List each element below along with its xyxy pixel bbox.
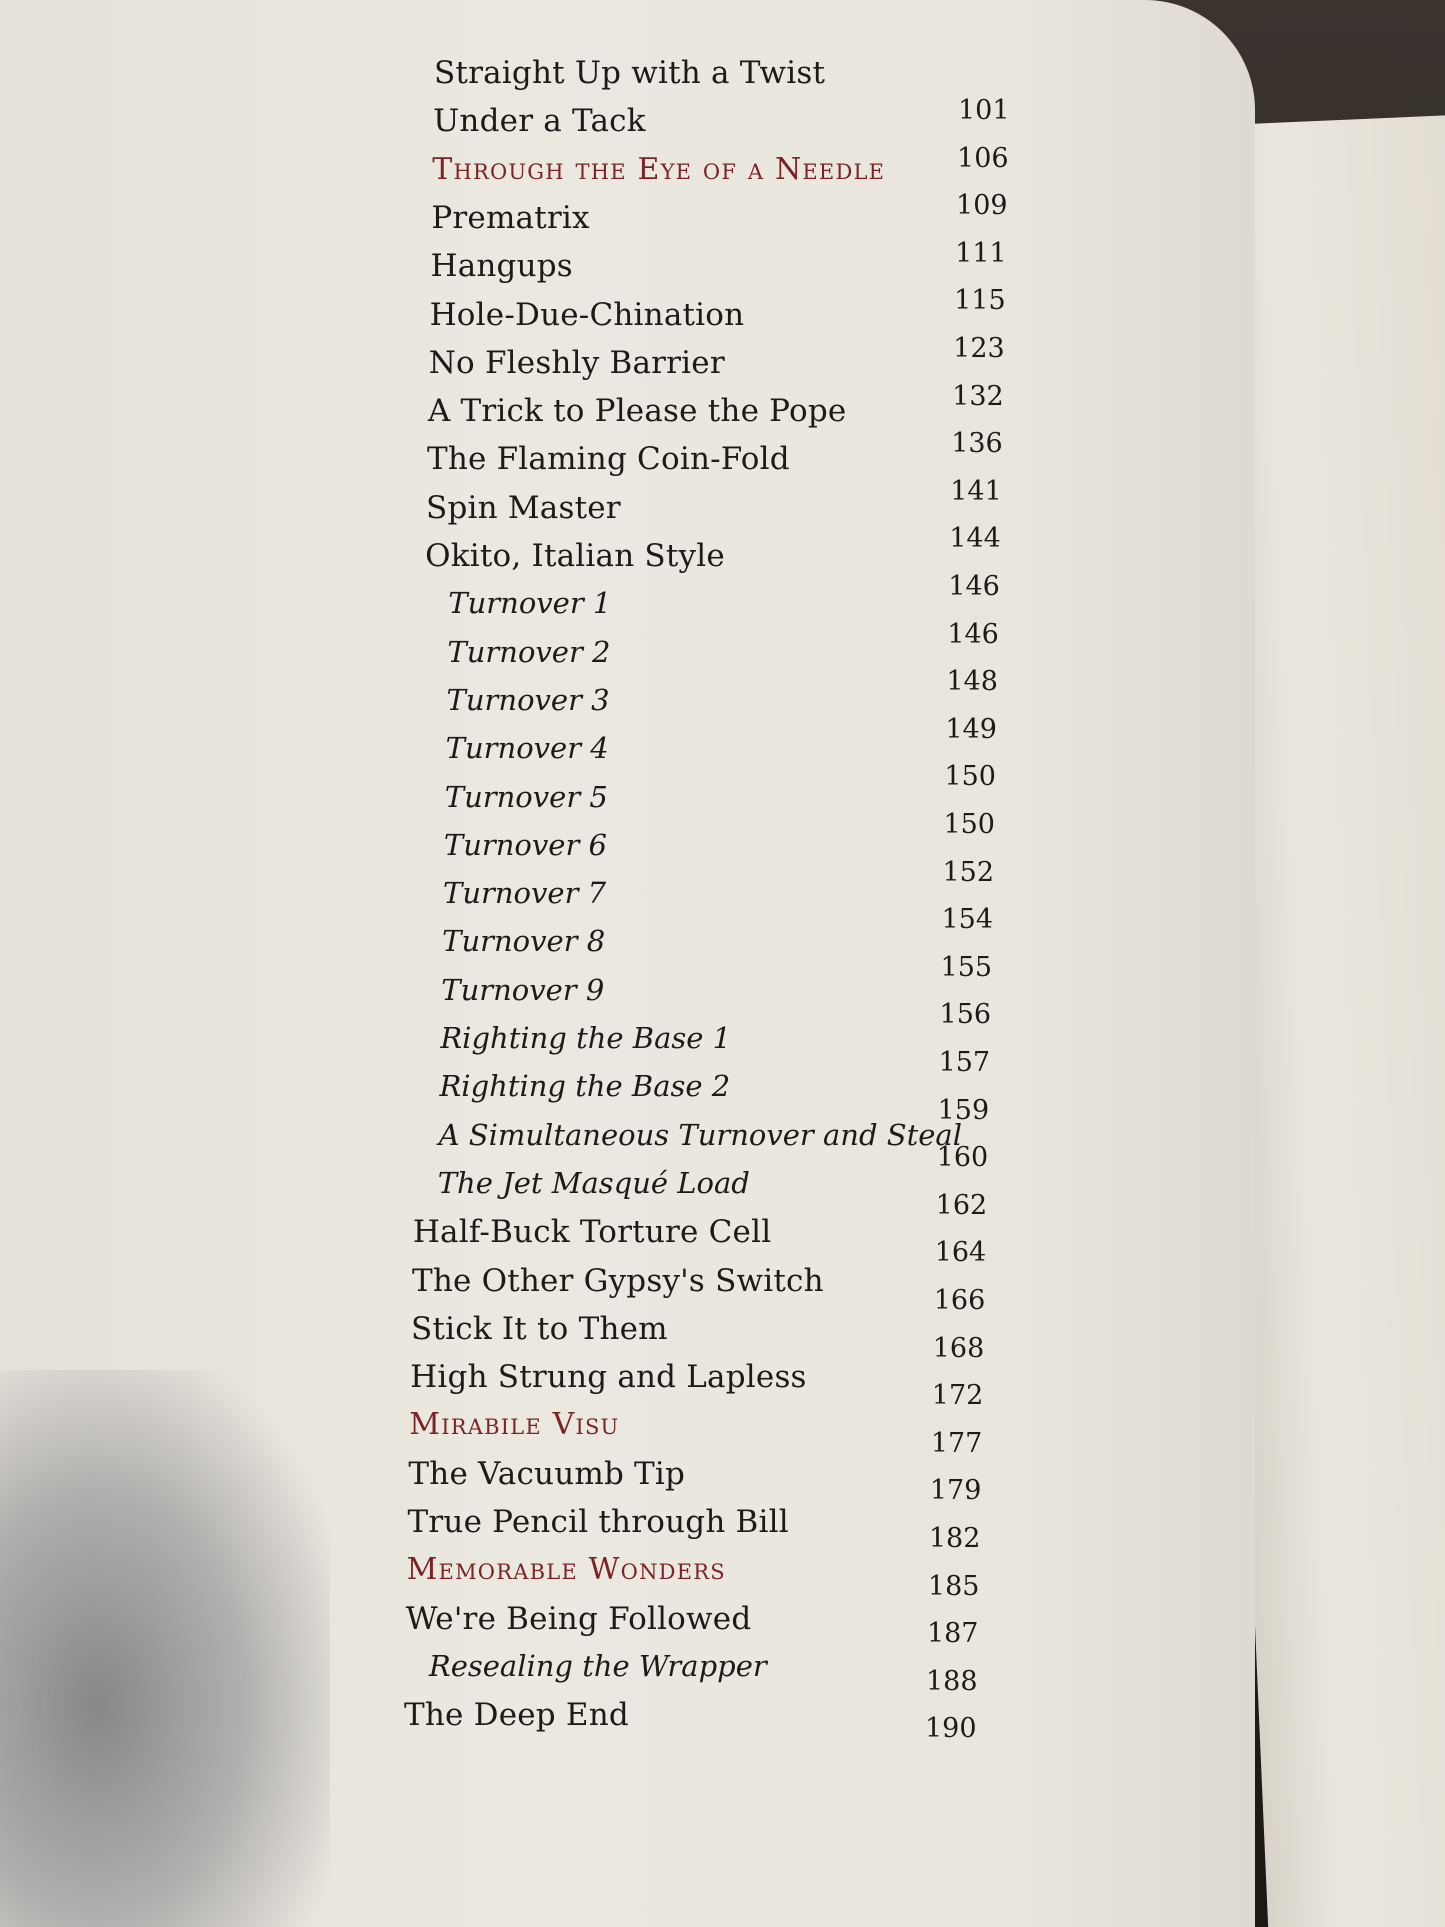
toc-entry-title: We're Being Followed: [405, 1600, 752, 1637]
toc-subentry-title: Righting the Base 2: [439, 1069, 731, 1104]
toc-page-number: 149: [945, 713, 997, 745]
toc-subentry-title: Turnover 7: [443, 876, 607, 911]
toc-page-number: 150: [943, 809, 995, 840]
toc-page-number: 168: [932, 1332, 985, 1364]
toc-page-number: 154: [941, 904, 994, 936]
toc-page-number: 172: [931, 1380, 984, 1412]
toc-entry-title: Stick It to Them: [411, 1310, 668, 1347]
toc-page-number: 111: [955, 237, 1007, 269]
toc-subentry-title: A Simultaneous Turnover and Steal: [438, 1117, 962, 1152]
toc-page-number: 150: [944, 761, 996, 793]
toc-page-number: 166: [933, 1285, 986, 1316]
toc-entry-title: A Trick to Please the Pope: [427, 393, 847, 430]
toc-page-number: 159: [937, 1094, 990, 1126]
toc-entry-title: The Vacuumb Tip: [408, 1455, 686, 1492]
toc-page-number: 164: [934, 1237, 987, 1269]
toc-entry-title: The Flaming Coin-Fold: [426, 441, 790, 478]
toc-page-number: 182: [928, 1523, 981, 1554]
toc-subentry-title: Resealing the Wrapper: [428, 1648, 767, 1683]
toc-subentry-title: Turnover 2: [447, 634, 611, 669]
toc-page-number: 185: [927, 1570, 980, 1602]
toc-page-number: 101: [958, 95, 1010, 126]
toc-entry-title: Hangups: [430, 248, 573, 285]
toc-page-number: 115: [954, 285, 1006, 317]
toc-subentry-title: Turnover 5: [444, 779, 608, 814]
toc-page-number: 106: [957, 142, 1009, 174]
toc-entry-title: Okito, Italian Style: [425, 538, 725, 574]
toc-page-number: 157: [938, 1047, 991, 1078]
toc-section-heading: Through the Eye of a Needle: [432, 151, 886, 187]
toc-page-number: 190: [925, 1713, 977, 1745]
toc-page-number: 155: [940, 951, 993, 983]
toc-subentry-title: Turnover 6: [443, 827, 607, 862]
toc-page-number: 160: [936, 1142, 989, 1174]
toc-page-number: 179: [929, 1475, 982, 1507]
toc-page-number: 123: [953, 333, 1005, 364]
toc-entry-title: Spin Master: [426, 489, 621, 526]
toc-entry-title: High Strung and Lapless: [410, 1359, 807, 1396]
toc-page-number: 188: [925, 1665, 978, 1697]
toc-page-number: 156: [939, 999, 992, 1031]
toc-page-number: 148: [946, 666, 998, 698]
toc-page-number: 162: [935, 1189, 988, 1221]
toc-subentry-title: The Jet Masqué Load: [437, 1165, 750, 1200]
toc-entry-title: Hole-Due-Chination: [429, 296, 745, 333]
toc-section-heading: Memorable Wonders: [406, 1552, 726, 1588]
toc-subentry-title: Turnover 1: [448, 586, 612, 621]
toc-page-number: 144: [949, 523, 1001, 555]
toc-page-number: 146: [947, 618, 999, 650]
toc-subentry-title: Righting the Base 1: [440, 1021, 732, 1055]
toc-page-number: 152: [942, 856, 995, 888]
toc-subentry-title: Turnover 8: [442, 924, 606, 959]
toc-entry-title: The Other Gypsy's Switch: [411, 1262, 824, 1299]
toc-page-number: 141: [950, 475, 1002, 507]
toc-subentry-title: Turnover 4: [445, 731, 609, 766]
toc-entry-title: True Pencil through Bill: [407, 1504, 789, 1540]
toc-page-number: 132: [952, 380, 1004, 412]
toc-page-number: 146: [948, 571, 1000, 602]
toc-entry-title: Straight Up with a Twist: [434, 55, 826, 91]
toc-subentry-title: Turnover 9: [441, 972, 605, 1007]
toc-entry-title: No Fleshly Barrier: [428, 344, 725, 381]
toc-page-number: 136: [951, 428, 1003, 460]
toc-page-number: 187: [926, 1618, 979, 1650]
toc-entry-title: Prematrix: [431, 199, 590, 236]
toc-page-number: 177: [930, 1427, 983, 1459]
toc-page-number: 109: [956, 190, 1008, 222]
toc-entry-title: Half-Buck Torture Cell: [412, 1214, 772, 1251]
toc-section-heading: Mirabile Visu: [409, 1407, 620, 1443]
toc-entry-title: The Deep End: [404, 1697, 629, 1734]
toc-subentry-title: Turnover 3: [446, 682, 610, 717]
toc-entry-title: Under a Tack: [433, 103, 646, 140]
